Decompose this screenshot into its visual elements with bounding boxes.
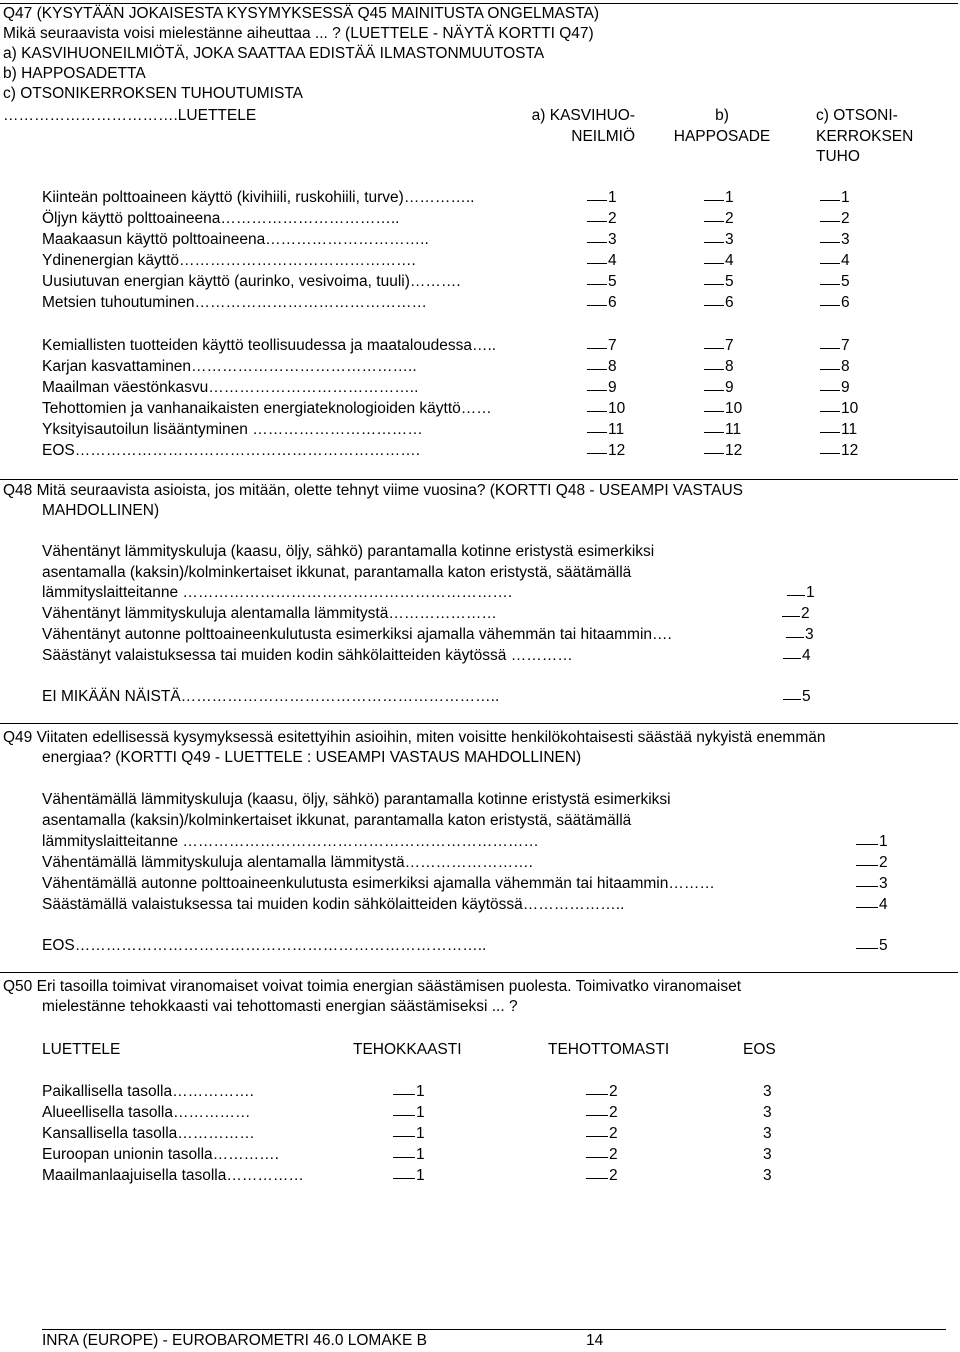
answer-code: 1 bbox=[841, 189, 850, 206]
answer-blank[interactable] bbox=[820, 453, 840, 454]
q47-code-b bbox=[704, 399, 742, 420]
answer-code: 2 bbox=[725, 210, 734, 227]
q50-row-label: Alueellisella tasolla…………… bbox=[42, 1104, 251, 1121]
answer-blank[interactable] bbox=[587, 221, 607, 222]
q47-code-a bbox=[587, 293, 617, 314]
q47-row-label: Kemiallisten tuotteiden käyttö teollisuudessa ja maataloudessa….. bbox=[42, 337, 497, 354]
answer-code: 2 bbox=[801, 605, 810, 622]
answer-code: 6 bbox=[608, 294, 617, 311]
q49-item-label: Säästämällä valaistuksessa tai muiden kodin sähkölaitteiden käytössä……………….. bbox=[42, 896, 625, 913]
q47-col-c-line3: TUHO bbox=[816, 148, 860, 165]
answer-blank[interactable] bbox=[786, 637, 804, 638]
q50-code-tehottomasti bbox=[586, 1103, 618, 1124]
answer-code: 7 bbox=[725, 337, 734, 354]
q47-code-c bbox=[820, 209, 850, 230]
answer-code: 9 bbox=[725, 379, 734, 396]
answer-blank[interactable] bbox=[704, 305, 724, 306]
q49-item1-line2: asentamalla (kaksin)/kolminkertaiset ikkunat, parantamalla katon eristystä, säätämällä bbox=[42, 812, 632, 829]
q47-code-c bbox=[820, 230, 850, 251]
q47-row-label: Tehottomien ja vanhanaikaisten energiateknologioiden käyttö…… bbox=[42, 400, 492, 417]
answer-code: 1 bbox=[416, 1083, 425, 1100]
answer-blank[interactable] bbox=[704, 242, 724, 243]
answer-blank[interactable] bbox=[587, 411, 607, 412]
q47-code-c bbox=[820, 293, 850, 314]
q47-code-c bbox=[820, 378, 850, 399]
answer-code: 2 bbox=[841, 210, 850, 227]
q48-item-label: Vähentänyt autonne polttoaineenkulutusta esimerkiksi ajamalla vähemmän tai hitaammin…. bbox=[42, 626, 672, 643]
q50-code-tehokkaasti bbox=[393, 1124, 425, 1145]
answer-blank[interactable] bbox=[787, 595, 805, 596]
answer-blank[interactable] bbox=[856, 865, 878, 866]
answer-code: 12 bbox=[725, 442, 743, 459]
answer-blank[interactable] bbox=[586, 1115, 608, 1116]
answer-blank[interactable] bbox=[856, 948, 878, 949]
q47-code-a bbox=[587, 357, 617, 378]
q50-row-label: Maailmanlaajuisella tasolla…………… bbox=[42, 1167, 304, 1184]
answer-code: 3 bbox=[879, 875, 888, 892]
q47-code-b bbox=[704, 378, 734, 399]
q47-code-a bbox=[587, 336, 617, 357]
answer-code: 2 bbox=[609, 1146, 618, 1163]
q50-row-label: Kansallisella tasolla…………… bbox=[42, 1125, 255, 1142]
q49-item-label: EOS…………………………………………………………………….. bbox=[42, 937, 487, 954]
answer-code: 6 bbox=[841, 294, 850, 311]
q47-code-c bbox=[820, 399, 858, 420]
answer-blank[interactable] bbox=[820, 221, 840, 222]
q47-row-label: Öljyn käyttö polttoaineena…………………………….. bbox=[42, 210, 400, 227]
answer-code: 12 bbox=[608, 442, 626, 459]
q49-item-code bbox=[856, 895, 888, 916]
answer-code: 2 bbox=[608, 210, 617, 227]
q47-row-label: Kiinteän polttoaineen käyttö (kivihiili, ruskohiili, turve)………….. bbox=[42, 189, 475, 206]
q48-item-label: lämmityslaitteitanne ………………………………………………………. bbox=[42, 584, 513, 601]
answer-blank[interactable] bbox=[704, 200, 724, 201]
q47-col-c-line2: KERROKSEN bbox=[816, 127, 914, 145]
footer-page-number: 14 bbox=[586, 1332, 604, 1349]
q49-item-label: Vähentämällä lämmityskuluja alentamalla lämmitystä……………………. bbox=[42, 854, 533, 871]
q50-question-line1: Q50 Eri tasoilla toimivat viranomaiset voivat toimia energian säästämisen puolesta. Toimivatko viranomaiset bbox=[3, 978, 742, 995]
q50-code-tehokkaasti bbox=[393, 1103, 425, 1124]
q49-item-label: Vähentämällä autonne polttoaineenkulutusta esimerkiksi ajamalla vähemmän tai hitaammin……… bbox=[42, 875, 715, 892]
q47-code-b bbox=[704, 357, 734, 378]
q49-item-code bbox=[856, 936, 888, 957]
answer-code: 8 bbox=[608, 358, 617, 375]
answer-blank[interactable] bbox=[587, 200, 607, 201]
q47-title: Q47 (KYSYTÄÄN JOKAISESTA KYSYMYKSESSÄ Q45 MAINITUSTA ONGELMASTA) bbox=[3, 5, 600, 22]
answer-blank[interactable] bbox=[393, 1094, 415, 1095]
q49-question-line2: energiaa? (KORTTI Q49 - LUETTELE : USEAMPI VASTAUS MAHDOLLINEN) bbox=[42, 749, 582, 766]
q48-item-code bbox=[783, 646, 811, 667]
answer-blank[interactable] bbox=[586, 1136, 608, 1137]
q47-code-a bbox=[587, 188, 617, 209]
q49-item-code bbox=[856, 853, 888, 874]
q50-code-tehottomasti bbox=[586, 1166, 618, 1187]
answer-blank[interactable] bbox=[393, 1136, 415, 1137]
q47-code-b bbox=[704, 272, 734, 293]
q47-row-label: Yksityisautoilun lisääntyminen …………………………… bbox=[42, 421, 423, 438]
q47-row-label: Metsien tuhoutuminen……………………………………… bbox=[42, 294, 428, 311]
q47-code-c bbox=[820, 336, 850, 357]
q47-code-c bbox=[820, 441, 858, 462]
answer-blank[interactable] bbox=[704, 263, 724, 264]
q50-row-label: Paikallisella tasolla……………. bbox=[42, 1083, 254, 1100]
q47-col-c-header bbox=[816, 106, 913, 168]
q50-col-luettele: LUETTELE bbox=[42, 1041, 121, 1058]
q47-row-label: Karjan kasvattaminen…………………………………….. bbox=[42, 358, 417, 375]
answer-blank[interactable] bbox=[704, 369, 724, 370]
answer-code: 4 bbox=[802, 647, 811, 664]
answer-code: 3 bbox=[608, 231, 617, 248]
q50-code-eos: 3 bbox=[763, 1167, 772, 1184]
answer-blank[interactable] bbox=[704, 411, 724, 412]
answer-blank[interactable] bbox=[393, 1115, 415, 1116]
q50-code-eos: 3 bbox=[763, 1146, 772, 1163]
answer-code: 7 bbox=[841, 337, 850, 354]
q49-item-label: lämmityslaitteitanne …………………………………………………………… bbox=[42, 833, 539, 850]
q48-item-code bbox=[787, 583, 815, 604]
answer-blank[interactable] bbox=[820, 432, 840, 433]
answer-code: 3 bbox=[805, 626, 814, 643]
answer-blank[interactable] bbox=[704, 390, 724, 391]
q47-col-a-header bbox=[505, 106, 635, 147]
answer-code: 1 bbox=[416, 1167, 425, 1184]
answer-code: 5 bbox=[725, 273, 734, 290]
answer-code: 6 bbox=[725, 294, 734, 311]
answer-code: 4 bbox=[879, 896, 888, 913]
q48-item-label: Vähentänyt lämmityskuluja alentamalla lämmitystä………………… bbox=[42, 605, 497, 622]
answer-code: 5 bbox=[841, 273, 850, 290]
q49-item-code bbox=[856, 874, 888, 895]
q48-divider bbox=[0, 479, 958, 480]
q47-col-a-line2: NEILMIÖ bbox=[571, 127, 635, 145]
answer-blank[interactable] bbox=[587, 348, 607, 349]
answer-blank[interactable] bbox=[856, 886, 878, 887]
q47-col-b-header bbox=[660, 106, 784, 147]
answer-code: 2 bbox=[879, 854, 888, 871]
answer-code: 4 bbox=[841, 252, 850, 269]
answer-blank[interactable] bbox=[587, 242, 607, 243]
answer-blank[interactable] bbox=[587, 263, 607, 264]
answer-blank[interactable] bbox=[587, 369, 607, 370]
answer-blank[interactable] bbox=[587, 390, 607, 391]
q47-code-a bbox=[587, 441, 625, 462]
answer-code: 1 bbox=[806, 584, 815, 601]
answer-blank[interactable] bbox=[783, 699, 801, 700]
q50-divider bbox=[0, 972, 958, 973]
q47-col-c-line1: c) OTSONI- bbox=[816, 107, 898, 124]
q47-row-label: Uusiutuvan energian käyttö (aurinko, vesivoima, tuuli)………. bbox=[42, 273, 461, 290]
q48-item-label: EI MIKÄÄN NÄISTÄ…………………………………………………….. bbox=[42, 688, 500, 705]
q47-code-c bbox=[820, 188, 850, 209]
q47-code-b bbox=[704, 336, 734, 357]
q48-question-line2: MAHDOLLINEN) bbox=[42, 502, 160, 519]
q47-code-b bbox=[704, 209, 734, 230]
q48-item-label: Säästänyt valaistuksessa tai muiden kodin sähkölaitteiden käytössä ………… bbox=[42, 647, 573, 664]
answer-code: 5 bbox=[802, 688, 811, 705]
answer-code: 2 bbox=[609, 1125, 618, 1142]
answer-blank[interactable] bbox=[783, 658, 801, 659]
q47-code-a bbox=[587, 272, 617, 293]
answer-code: 11 bbox=[841, 421, 858, 438]
q50-code-eos: 3 bbox=[763, 1125, 772, 1142]
q47-code-a bbox=[587, 420, 624, 441]
q48-item1-line1: Vähentänyt lämmityskuluja (kaasu, öljy, sähkö) parantamalla kotinne eristystä esimerkiksi bbox=[42, 543, 655, 560]
answer-code: 3 bbox=[725, 231, 734, 248]
q50-question-line2: mielestänne tehokkaasti vai tehottomasti energian säästämiseksi ... ? bbox=[42, 998, 518, 1015]
q47-col-a-line1: a) KASVIHUO- bbox=[531, 107, 635, 124]
q47-option-c: c) OTSONIKERROKSEN TUHOUTUMISTA bbox=[3, 85, 303, 102]
answer-code: 8 bbox=[841, 358, 850, 375]
answer-blank[interactable] bbox=[820, 411, 840, 412]
answer-blank[interactable] bbox=[393, 1157, 415, 1158]
answer-blank[interactable] bbox=[393, 1178, 415, 1179]
answer-code: 1 bbox=[416, 1125, 425, 1142]
q47-option-a: a) KASVIHUONEILMIÖTÄ, JOKA SAATTAA EDISTÄÄ ILMASTONMUUTOSTA bbox=[3, 45, 545, 62]
answer-blank[interactable] bbox=[820, 369, 840, 370]
answer-code: 7 bbox=[608, 337, 617, 354]
answer-code: 11 bbox=[725, 421, 742, 438]
answer-code: 10 bbox=[608, 400, 626, 417]
q50-col-eos: EOS bbox=[743, 1041, 776, 1058]
answer-code: 2 bbox=[609, 1104, 618, 1121]
answer-code: 1 bbox=[416, 1146, 425, 1163]
answer-code: 9 bbox=[608, 379, 617, 396]
answer-code: 4 bbox=[725, 252, 734, 269]
q48-question-line1: Q48 Mitä seuraavista asioista, jos mitään, olette tehnyt viime vuosina? (KORTTI Q48 - USEAMPI VASTAUS bbox=[3, 482, 743, 499]
q47-code-a bbox=[587, 378, 617, 399]
footer-text: INRA (EUROPE) - EUROBAROMETRI 46.0 LOMAKE B bbox=[42, 1332, 427, 1349]
footer-rule bbox=[42, 1329, 946, 1330]
q47-row-label: EOS…………………………………………………………. bbox=[42, 442, 421, 459]
q50-row-label: Euroopan unionin tasolla…………. bbox=[42, 1146, 279, 1163]
answer-blank[interactable] bbox=[704, 453, 724, 454]
q48-item-code bbox=[786, 625, 814, 646]
answer-code: 8 bbox=[725, 358, 734, 375]
answer-blank[interactable] bbox=[704, 432, 724, 433]
q47-col-b-line1: b) bbox=[715, 107, 729, 124]
answer-blank[interactable] bbox=[820, 200, 840, 201]
answer-blank[interactable] bbox=[856, 844, 878, 845]
answer-code: 11 bbox=[608, 421, 625, 438]
answer-blank[interactable] bbox=[587, 284, 607, 285]
answer-blank[interactable] bbox=[820, 242, 840, 243]
answer-blank[interactable] bbox=[704, 284, 724, 285]
q47-code-a bbox=[587, 230, 617, 251]
q47-code-b bbox=[704, 293, 734, 314]
answer-blank[interactable] bbox=[856, 907, 878, 908]
q50-code-tehottomasti bbox=[586, 1124, 618, 1145]
q47-code-b bbox=[704, 230, 734, 251]
q49-question-line1: Q49 Viitaten edellisessä kysymyksessä esitettyihin asioihin, miten voisitte henkilökohtaisesti säästää nykyistä enemmän bbox=[3, 729, 826, 746]
q47-row-label: Ydinenergian käyttö………………………………………. bbox=[42, 252, 416, 269]
q50-code-tehokkaasti bbox=[393, 1145, 425, 1166]
q47-code-b bbox=[704, 420, 741, 441]
q47-prompt: Mikä seuraavista voisi mielestänne aiheuttaa ... ? (LUETTELE - NÄYTÄ KORTTI Q47) bbox=[3, 25, 594, 42]
q50-code-eos: 3 bbox=[763, 1104, 772, 1121]
answer-blank[interactable] bbox=[586, 1178, 608, 1179]
q50-code-tehokkaasti bbox=[393, 1166, 425, 1187]
answer-code: 12 bbox=[841, 442, 859, 459]
answer-code: 1 bbox=[879, 833, 888, 850]
answer-code: 1 bbox=[608, 189, 617, 206]
q47-code-b bbox=[704, 441, 742, 462]
q50-col-tehokkaasti: TEHOKKAASTI bbox=[353, 1041, 462, 1058]
answer-code: 2 bbox=[609, 1083, 618, 1100]
answer-code: 5 bbox=[608, 273, 617, 290]
answer-code: 9 bbox=[841, 379, 850, 396]
answer-blank[interactable] bbox=[587, 432, 607, 433]
answer-blank[interactable] bbox=[587, 453, 607, 454]
q47-code-b bbox=[704, 188, 734, 209]
q49-item-code bbox=[856, 832, 888, 853]
answer-blank[interactable] bbox=[704, 348, 724, 349]
q50-code-eos: 3 bbox=[763, 1083, 772, 1100]
q48-item1-line2: asentamalla (kaksin)/kolminkertaiset ikkunat, parantamalla katon eristystä, säätämällä bbox=[42, 564, 632, 581]
q47-option-b: b) HAPPOSADETTA bbox=[3, 65, 146, 82]
answer-blank[interactable] bbox=[586, 1094, 608, 1095]
answer-code: 10 bbox=[725, 400, 743, 417]
q50-code-tehokkaasti bbox=[393, 1082, 425, 1103]
answer-code: 4 bbox=[608, 252, 617, 269]
q47-row-label: Maakaasun käyttö polttoaineena………………………….. bbox=[42, 231, 429, 248]
q47-code-c bbox=[820, 272, 850, 293]
answer-code: 2 bbox=[609, 1167, 618, 1184]
q49-divider bbox=[0, 723, 958, 724]
q48-item-code bbox=[782, 604, 810, 625]
q47-code-a bbox=[587, 399, 625, 420]
q49-item1-line1: Vähentämällä lämmityskuluja (kaasu, öljy, sähkö) parantamalla kotinne eristystä esimerkiksi bbox=[42, 791, 671, 808]
q47-row-label: Maailman väestönkasvu………………………………….. bbox=[42, 379, 419, 396]
q47-code-a bbox=[587, 209, 617, 230]
q47-luettele-label: …………………………….LUETTELE bbox=[3, 107, 257, 124]
q47-code-c bbox=[820, 357, 850, 378]
answer-code: 10 bbox=[841, 400, 859, 417]
answer-blank[interactable] bbox=[820, 348, 840, 349]
answer-blank[interactable] bbox=[820, 390, 840, 391]
q47-code-c bbox=[820, 251, 850, 272]
answer-blank[interactable] bbox=[704, 221, 724, 222]
answer-code: 5 bbox=[879, 937, 888, 954]
q47-code-a bbox=[587, 251, 617, 272]
q50-col-tehottomasti: TEHOTTOMASTI bbox=[548, 1041, 670, 1058]
answer-code: 1 bbox=[725, 189, 734, 206]
q47-code-b bbox=[704, 251, 734, 272]
answer-code: 3 bbox=[841, 231, 850, 248]
answer-blank[interactable] bbox=[782, 616, 800, 617]
q50-code-tehottomasti bbox=[586, 1145, 618, 1166]
q47-code-c bbox=[820, 420, 857, 441]
answer-blank[interactable] bbox=[587, 305, 607, 306]
answer-blank[interactable] bbox=[820, 305, 840, 306]
q50-code-tehottomasti bbox=[586, 1082, 618, 1103]
q48-item-code bbox=[783, 687, 811, 708]
q47-col-b-line2: HAPPOSADE bbox=[673, 127, 771, 145]
answer-blank[interactable] bbox=[820, 263, 840, 264]
answer-code: 1 bbox=[416, 1104, 425, 1121]
answer-blank[interactable] bbox=[586, 1157, 608, 1158]
answer-blank[interactable] bbox=[820, 284, 840, 285]
